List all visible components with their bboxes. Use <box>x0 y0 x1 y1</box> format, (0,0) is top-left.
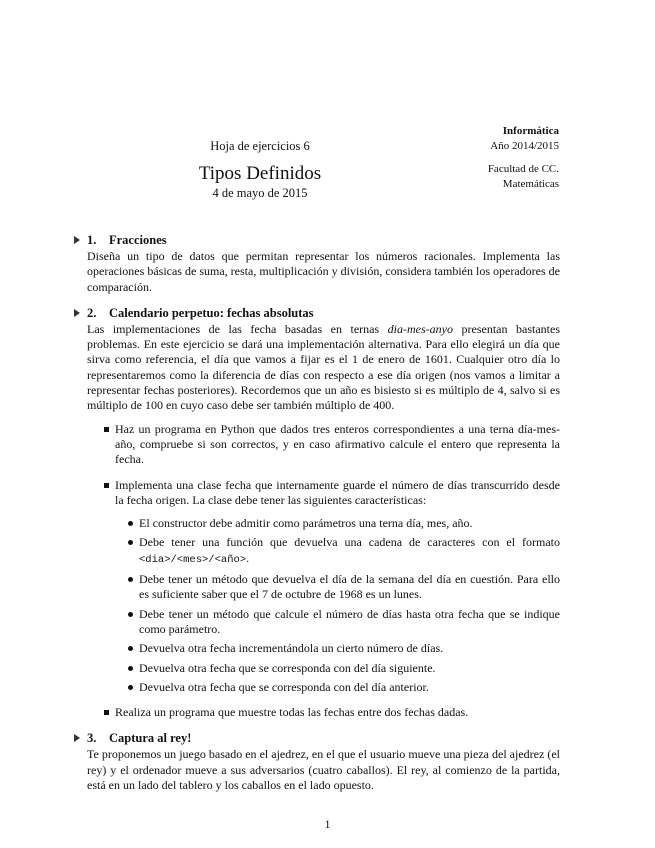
requirements-list <box>115 516 560 695</box>
exercise-2-heading <box>87 305 560 321</box>
round-bullet-icon <box>128 646 133 651</box>
triangle-marker-icon <box>74 236 80 244</box>
exercise-title: Fracciones <box>109 233 167 247</box>
task-list <box>87 422 560 721</box>
sub-list-item-text: Devuelva otra fecha que se corresponda con del día siguiente. <box>139 660 436 675</box>
list-item-text: Haz un programa en Python que dados tres enteros correspondientes a una terna día-mes-año, compruebe si son correctos, y en caso afirmativo calcule el entero que representa la fecha. <box>115 421 560 467</box>
exercise-title: Calendario perpetuo: fechas absolutas <box>109 305 314 320</box>
sub-list-item-text: Devuelva otra fecha que se corresponda con del día anterior. <box>139 679 429 694</box>
faculty-line-2: Matemáticas <box>502 178 559 190</box>
subject-name: Informática <box>502 125 559 137</box>
page-number: 1 <box>324 817 331 831</box>
exercise-1-heading <box>87 232 560 248</box>
body-text: presentan bastantes problemas. En este ejercicio se dará una implementación alternativa. Para ello elegirá un día que sirva como referencia, el día que vamos a fijar es el 1 de enero de 1601. Cualquier otro día lo representaremos como la diferencia de días con respecto a ese día origen (nos vamos a limitar a representar fechas posteriores). Recordemos que un año es bisiesto si es múltiplo de 4, salvo si es múltiplo de 100 en cuyo caso debe ser también múltiplo de 400. <box>87 321 560 413</box>
exercise-3-heading <box>87 730 560 746</box>
round-bullet-icon <box>128 540 133 545</box>
list-item <box>115 705 560 720</box>
document-date: 4 de mayo de 2015 <box>212 186 308 200</box>
sheet-label: Hoja de ejercicios 6 <box>210 139 310 153</box>
body-text: Las implementaciones de las fecha basadas en ternas <box>87 321 388 336</box>
square-bullet-icon <box>104 710 109 715</box>
sub-list-item <box>139 516 560 531</box>
sub-list-item <box>139 680 560 695</box>
sub-list-item <box>139 607 560 638</box>
sub-list-item-text: Devuelva otra fecha incrementándola un cierto número de días. <box>139 641 444 656</box>
list-item-text: Implementa una clase fecha que internamente guarde el número de días transcurrido desde la fecha origen. La clase debe tener las siguientes características: <box>115 477 560 507</box>
emphasized-term: dia-mes-anyo <box>387 321 453 336</box>
sub-list-item-text: Debe tener un método que calcule el número de días hasta otra fecha que se indique como parámetro. <box>139 606 560 636</box>
list-item <box>115 422 560 468</box>
faculty-line-1: Facultad de CC. <box>487 163 559 175</box>
exercise-number: 1. <box>87 233 97 247</box>
sub-list-item-end: . <box>246 550 250 565</box>
triangle-marker-icon <box>74 734 80 742</box>
sub-list-item-text: Debe tener un método que devuelva el día de la semana del día en cuestión. Para ello es suficiente saber que el 7 de octubre de 1968 es un lunes. <box>139 572 560 602</box>
date-format-code: <dia>/<mes>/<año> <box>139 553 247 566</box>
course-info <box>488 124 559 192</box>
round-bullet-icon <box>128 577 133 582</box>
sub-list-item <box>139 535 560 568</box>
round-bullet-icon <box>128 666 133 671</box>
exercise-3 <box>87 730 560 793</box>
exercise-1 <box>87 232 560 295</box>
academic-year: Año 2014/2015 <box>490 140 559 152</box>
sub-list-item <box>139 572 560 603</box>
triangle-marker-icon <box>74 309 80 317</box>
square-bullet-icon <box>104 483 109 488</box>
exercise-title: Captura al rey! <box>109 731 192 746</box>
exercise-2 <box>87 305 560 721</box>
round-bullet-icon <box>128 685 133 690</box>
exercise-number: 3. <box>87 731 97 746</box>
list-item <box>115 478 560 696</box>
square-bullet-icon <box>104 427 109 432</box>
sub-list-item-text: Debe tener una función que devuelva una cadena de caracteres con el formato <box>139 535 560 550</box>
exercise-1-body: Diseña un tipo de datos que permitan representar los números racionales. Implementa las operaciones básicas de suma, resta, multiplicación y división, considera también los operadores de comparación. <box>87 249 560 294</box>
round-bullet-icon <box>128 612 133 617</box>
exercise-2-body <box>87 322 560 414</box>
exercise-number: 2. <box>87 305 97 320</box>
round-bullet-icon <box>128 521 133 526</box>
exercise-3-body: Te proponemos un juego basado en el ajedrez, en el que el usuario mueve una pieza del ajedrez (el rey) y el ordenador mueve a sus adversarios (cuatro caballos). El rey, al comienzo de la partida, está en un lado del tablero y los caballos en el lado opuesto. <box>87 747 560 793</box>
list-item-text: Realiza un programa que muestre todas las fechas entre dos fechas dadas. <box>115 705 469 720</box>
title-block <box>150 138 370 201</box>
sub-list-item <box>139 661 560 676</box>
exercise-list <box>87 232 560 803</box>
document-title: Tipos Definidos <box>198 163 322 184</box>
sub-list-item-text: El constructor debe admitir como parámetros una terna día, mes, año. <box>139 516 473 531</box>
sub-list-item <box>139 641 560 656</box>
